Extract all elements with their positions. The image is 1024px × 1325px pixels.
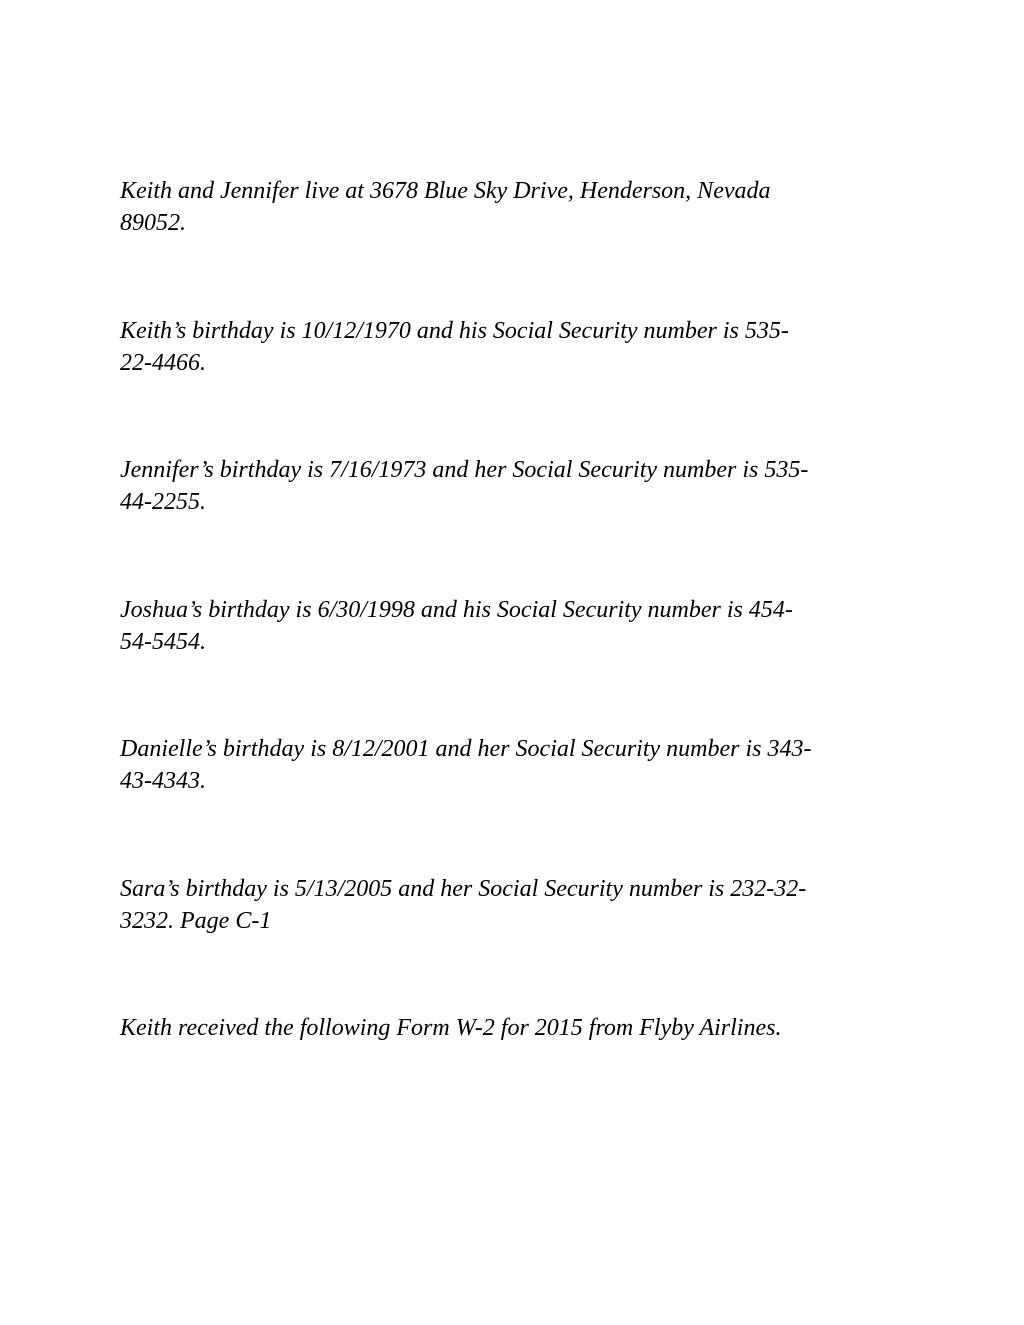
paragraph-line: Keith and Jennifer live at 3678 Blue Sky Drive, Henderson, Nevada — [120, 178, 771, 204]
paragraph-line: Joshua’s birthday is 6/30/1998 and his Social Security number is 454- — [120, 597, 793, 623]
paragraph-line: 43-4343. — [120, 768, 206, 794]
paragraph-line: Keith received the following Form W-2 for 2015 from Flyby Airlines. — [120, 1015, 782, 1041]
paragraph-line: 22-4466. — [120, 350, 206, 376]
paragraph-line: 89052. — [120, 210, 186, 236]
paragraph-line: Danielle’s birthday is 8/12/2001 and her Social Security number is 343- — [120, 736, 812, 762]
w2-intro-paragraph — [120, 1012, 910, 1044]
danielle-info-paragraph — [120, 733, 910, 797]
address-paragraph — [120, 175, 910, 239]
paragraph-line: Keith’s birthday is 10/12/1970 and his Social Security number is 535- — [120, 318, 789, 344]
paragraph-line: Jennifer’s birthday is 7/16/1973 and her Social Security number is 535- — [120, 457, 809, 483]
jennifer-info-paragraph — [120, 454, 910, 518]
sara-info-paragraph — [120, 873, 910, 937]
paragraph-line: 3232. Page C-1 — [120, 908, 272, 934]
paragraph-line: Sara’s birthday is 5/13/2005 and her Social Security number is 232-32- — [120, 876, 807, 902]
joshua-info-paragraph — [120, 594, 910, 658]
paragraph-line: 44-2255. — [120, 489, 206, 515]
keith-info-paragraph — [120, 315, 910, 379]
paragraph-line: 54-5454. — [120, 629, 206, 655]
